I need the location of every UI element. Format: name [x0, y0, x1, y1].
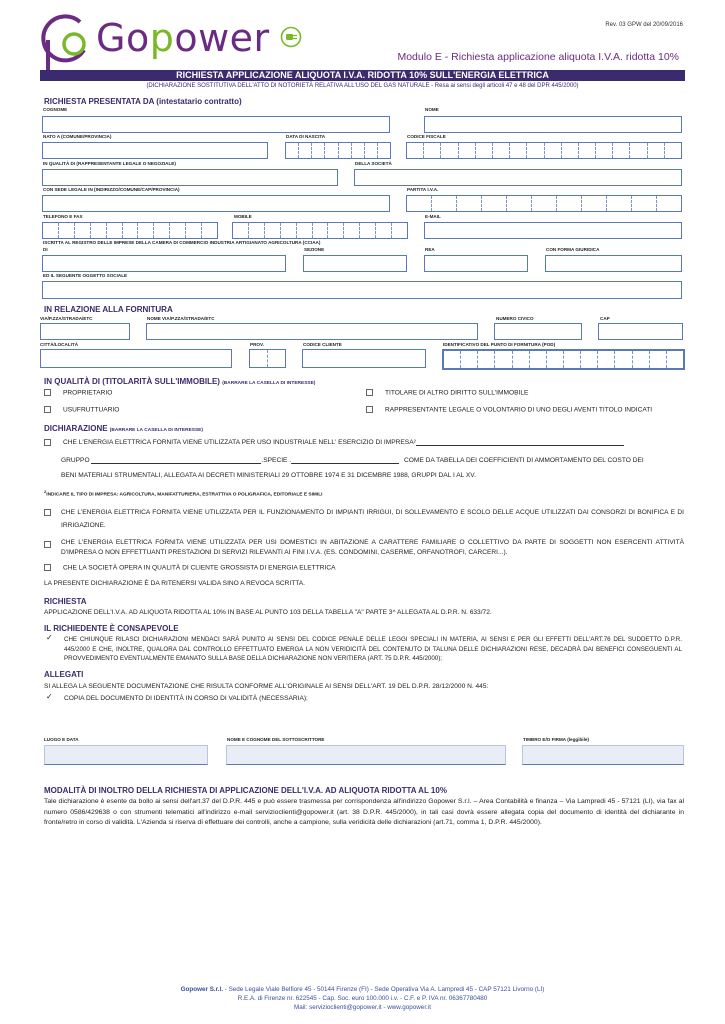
checkbox[interactable] [44, 406, 51, 413]
sede-legale-field[interactable] [42, 195, 390, 212]
richiesta-title: RICHIESTA [44, 597, 87, 606]
citta-field[interactable] [40, 349, 232, 368]
consapevole-title: IL RICHIEDENTE È CONSAPEVOLE [44, 624, 179, 633]
partita-iva-label: PARTITA I.V.A. [407, 187, 439, 192]
option-label: TITOLARE DI ALTRO DIRITTO SULL'IMMOBILE [385, 389, 529, 397]
declaration-item-irrigation[interactable] [44, 506, 684, 532]
partita-iva-field[interactable] [406, 195, 682, 212]
footnote-text: INDICARE IL TIPO DI IMPRESA: AGRICOLTURA, MANIFATTURIERA, ESTRATTIVA O POLIGRAFICA, EDITORIALE E SIMILI [46, 492, 323, 498]
modalita-text: Tale dichiarazione è esente da bollo ai sensi dell'art.37 del D.P.R. 445 e può essere trasmessa per corrispondenza all'indirizzo Gopower S.r.l. – Area Contabilità e finanza – Via Lampredi 45 - 57121 (LI), via fax al numero 0586/429638 o con strumenti telematici all'indirizzo e-mail servizioclienti@gopower.it (art. 38 D.P.R. 445/2000), in tali casi dovrà essere allegata copia del documento di identità del dichiarante in fronte/retro in corso di validità. L'Azienda si riserva di effettuare dei controlli, anche a campione, sulla veridicità delle dichiarazioni (art.71, comma 1, D.P.R. 445/2000). [44, 798, 684, 826]
beni-text: BENI MATERIALI STRUMENTALI, ALLEGATA AI DECRETI MINISTERIALI 29 OTTOBRE 1974 E 31 DICEMBRE 1988, GRUPPI DAL I AL XV. [61, 472, 476, 479]
footnote [44, 489, 323, 498]
civico-label: NUMERO CIVICO [496, 316, 534, 321]
declaration-item-wholesale[interactable] [44, 564, 335, 571]
iscritta-label: ISCRITTA AL REGISTRO DELLE IMPRESE DELLA CAMERA DI COMMERCIO INDUSTRIA ARTIGIANATO AGRICOLTURA (CCIAA) [43, 240, 321, 245]
cognome-field[interactable] [42, 116, 390, 133]
footer-address: - Sede Legale Viale Belfiore 45 - 50144 Firenze (FI) - Sede Operativa Via A. Lampredi 45 - CAP 57121 Livorno (LI) [223, 986, 545, 993]
footer-line-2: R.E.A. di Firenze nr. 622545 - Cap. Soc. euro 100.000 i.v. - C.F. e P. IVA nr. 06367780480 [237, 995, 488, 1002]
email-label: E-MAIL [425, 214, 441, 219]
sezione-label: SEZIONE [304, 247, 325, 252]
cap-label: CAP [600, 316, 610, 321]
email-field[interactable] [424, 222, 682, 239]
checkbox[interactable] [44, 439, 51, 446]
sottoscrittore-field[interactable] [226, 745, 506, 765]
cognome-label: COGNOME [43, 107, 68, 112]
civico-field[interactable] [494, 323, 582, 340]
sede-legale-label: CON SEDE LEGALE IN (INDIRIZZO/COMUNE/CAP/PROVINCIA) [43, 187, 180, 192]
telefono-label: TELEFONO E FAX [43, 214, 83, 219]
declaration-text: CHE LA SOCIETÀ OPERA IN QUALITÀ DI CLIENTE GROSSISTA DI ENERGIA ELETTRICA [63, 564, 336, 572]
gruppo-line [61, 456, 683, 464]
specie-label: .SPECIE . [261, 457, 292, 464]
di-label: DI [43, 247, 48, 252]
checkbox[interactable] [366, 406, 373, 413]
nome-label: NOME [425, 107, 439, 112]
via-label: VIA/P.ZZA/STRADA/ETC [40, 316, 93, 321]
logo-letter: wer [198, 16, 270, 60]
nato-a-label: NATO A (COMUNE/PROVINCIA) [43, 134, 112, 139]
footer-line-3: Mail: servizioclienti@gopower.it - www.gopower.it [294, 1004, 431, 1011]
citta-label: CITTÀ/LOCALITÀ [40, 342, 79, 347]
pod-field[interactable] [442, 349, 685, 370]
cap-field[interactable] [598, 323, 683, 340]
property-title-note: (BARRARE LA CASELLA DI INTERESSE) [222, 381, 316, 386]
modalita-title: MODALITÀ DI INOLTRO DELLA RICHIESTA DI APPLICAZIONE DELL'I.V.A. AD ALIQUOTA RIDOTTA AL 10% [44, 786, 447, 795]
section-title-property [44, 377, 315, 386]
rea-field[interactable] [424, 255, 528, 272]
logo [40, 10, 310, 72]
forma-giuridica-field[interactable] [545, 255, 682, 272]
mobile-label: MOBILE [234, 214, 252, 219]
codice-cliente-field[interactable] [302, 349, 426, 368]
main-title: RICHIESTA APPLICAZIONE ALIQUOTA I.V.A. RIDOTTA 10% SULL'ENERGIA ELETTRICA [40, 70, 685, 81]
logo-letter: p [149, 16, 175, 60]
nome-via-label: NOME VIA/P.ZZA/STRADA/ETC [147, 316, 215, 321]
via-field[interactable] [40, 323, 130, 340]
module-title: Modulo E - Richiesta applicazione aliquota I.V.A. ridotta 10% [397, 51, 679, 63]
oggetto-sociale-label: ED IL SEGUENTE OGGETTO SOCIALE [43, 273, 128, 278]
checkbox[interactable] [366, 389, 373, 396]
option-altro-diritto[interactable] [366, 389, 528, 396]
check-icon: ✓ [46, 692, 53, 701]
checkbox[interactable] [44, 564, 51, 571]
plug-icon [280, 26, 302, 48]
luogo-label: LUOGO E DATA [44, 737, 79, 742]
timbro-label: TIMBRO E/O FIRMA (leggibile) [523, 737, 589, 742]
declaration-text: CHE L'ENERGIA ELETTRICA FORNITA VIENE UTILIZZATA PER IL FUNZIONAMENTO DI IMPIANTI IRRIGUI, DI SOLLEVAMENTO E SCOLO DELLE ACQUE UTILIZZATI DAI CONSORZI DI BONIFICA E DI IRRIGAZIONE. [61, 509, 684, 529]
logo-letter: G [96, 16, 126, 60]
consapevole-text: CHE CHIUNQUE RILASCI DICHIARAZIONI MENDACI SARÀ PUNITO AI SENSI DEL CODICE PENALE DELLE LEGGI SPECIALI IN MATERIA, AI SENSI E PER GLI EFFETTI DELL'ART.76 DEL SUDDETTO D.P.R. 445/2000 E CHE, INOLTRE, QUALORA DAL CONTROLLO EFFETTUATO EMERGA LA NON VERIDICITÀ DEL CONTENUTO DI TALUNA DELLE DICHIARAZIONI RESE, DECADRÀ DAI BENEFICI CONSEGUENTI AL PROVVEDIMENTO EVENTUALMENTE EMANATO SULLA BASE DELLA DICHIARAZIONE NON VERITIERA (ART. 75 D.P.R. 445/2000); [64, 636, 682, 662]
nome-via-field[interactable] [146, 323, 478, 340]
gruppo-label: GRUPPO [61, 457, 90, 464]
gruppo-field[interactable] [91, 456, 261, 464]
prov-label: PROV. [250, 342, 264, 347]
checkbox[interactable] [44, 389, 51, 396]
mobile-field[interactable] [232, 222, 408, 239]
checkbox[interactable] [44, 509, 51, 516]
qualita-label: IN QUALITÀ DI (RAPPRESENTANTE LEGALE O NEGOZIALE) [43, 161, 176, 166]
declaration-text: CHE L'ENERGIA ELETTRICA FORNITA VIENE UTILIZZATA PER USI DOMESTICI IN ABITAZIONE A CARATTERE FAMILIARE O COLLETTIVO DA PARTE DI SOGGETTI NON ESERCENTI ATTIVITÀ D'IMPRESA O NON EFFETTUANTI PRESTAZIONI DI SERVIZI RILEVANTI AI FINI I.V.A. (ES. CONDOMINI, CASERME, ORFANOTROFI, CARCERI...). [61, 539, 684, 556]
prov-field[interactable] [249, 349, 286, 368]
section-supply-title: IN RELAZIONE ALLA FORNITURA [44, 305, 173, 314]
property-title-text: IN QUALITÀ DI (TITOLARITÀ SULL'IMMOBILE) [44, 377, 220, 386]
option-rappresentante[interactable] [366, 406, 652, 413]
cciaa-di-field[interactable] [42, 255, 286, 272]
specie-field[interactable] [291, 456, 399, 464]
declaration-title-text: DICHIARAZIONE [44, 424, 108, 433]
footer-company: Gopower S.r.l. [180, 986, 223, 993]
footnote-mark: 2 [44, 489, 47, 494]
telefono-field[interactable] [42, 222, 218, 239]
allegati-text: SI ALLEGA LA SEGUENTE DOCUMENTAZIONE CHE RISULTA CONFORME ALL'ORIGINALE AI SENSI DELL'ART. 19 DEL D.P.R. 28/12/2000 N. 445: [44, 683, 489, 690]
logo-letter: o [125, 16, 150, 60]
firma-field[interactable] [522, 745, 684, 765]
logo-wordmark [96, 16, 270, 60]
check-icon: ✓ [46, 633, 53, 642]
footer-line-1 [40, 985, 685, 994]
option-label: PROPRIETARIO [63, 389, 113, 397]
logo-mark-icon [40, 10, 100, 72]
declaration-item-industrial[interactable] [44, 438, 684, 446]
main-subtitle: (DICHIARAZIONE SOSTITUTIVA DELL'ATTO DI NOTORIETÀ RELATIVA ALL'USO DEL GAS NATURALE - Resa ai sensi degli articoli 47 e 48 del DPR 445/2000) [146, 83, 579, 89]
logo-letter: o [174, 16, 199, 60]
option-proprietario[interactable] [44, 389, 112, 396]
revision-label: Rev. 03 GPW del 20/09/2016 [605, 22, 683, 28]
declaration-title-note: (BARRARE LA CASELLA DI INTERESSE) [109, 428, 203, 433]
option-label: USUFRUTTUARIO [63, 406, 120, 414]
come-text: COME DA TABELLA DEI COEFFICIENTI DI AMMORTAMENTO DEL COSTO DEI [403, 457, 644, 464]
section-declaration-title [44, 424, 203, 433]
rea-label: REA [425, 247, 435, 252]
codice-cliente-label: CODICE CLIENTE [303, 342, 342, 347]
pod-label: IDENTIFICATIVO DEL PUNTO DI FORNITURA (POD) [443, 342, 556, 347]
codice-fiscale-field[interactable] [406, 142, 682, 159]
societa-field[interactable] [354, 169, 682, 186]
section-applicant-title: RICHIESTA PRESENTATA DA (intestatario contratto) [44, 97, 242, 106]
societa-label: DELLA SOCIETÀ [355, 161, 392, 166]
declaration-item-domestic[interactable] [44, 538, 684, 558]
nato-a-field[interactable] [42, 142, 268, 159]
declaration-text: CHE L'ENERGIA ELETTRICA FORNITA VIENE UTILIZZATA PER USO INDUSTRIALE NELL' ESERCIZIO DI IMPRESA² [63, 439, 416, 446]
checkbox[interactable] [44, 541, 51, 548]
validity-text: LA PRESENTE DICHIARAZIONE È DA RITENERSI VALIDA SINO A REVOCA SCRITTA. [44, 580, 306, 587]
option-usufruttuario[interactable] [44, 406, 119, 413]
sezione-field[interactable] [303, 255, 407, 272]
oggetto-sociale-field[interactable] [42, 281, 682, 299]
nome-field[interactable] [424, 116, 682, 133]
allegati-title: ALLEGATI [44, 670, 84, 679]
footer [40, 985, 685, 1012]
allegati-item: COPIA DEL DOCUMENTO DI IDENTITÀ IN CORSO DI VALIDITÀ (NECESSARIA); [64, 695, 308, 702]
luogo-field[interactable] [44, 745, 208, 765]
richiesta-text: APPLICAZIONE DELL'I.V.A. AD ALIQUOTA RIDOTTA AL 10% IN BASE AL PUNTO 103 DELLA TABELLA "A" PARTE 3^ ALLEGATA AL D.P.R. N. 633/72. [44, 609, 492, 616]
forma-giuridica-label: CON FORMA GIURIDICA [546, 247, 600, 252]
option-label: RAPPRESENTANTE LEGALE O VOLONTARIO DI UNO DEGLI AVENTI TITOLO INDICATI [385, 406, 653, 414]
sottoscrittore-label: NOME E COGNOME DEL SOTTOSCRITTORE [227, 737, 325, 742]
codice-fiscale-label: CODICE FISCALE [407, 134, 446, 139]
data-nascita-field[interactable] [285, 142, 391, 159]
data-nascita-label: DATA DI NASCITA [286, 134, 326, 139]
qualita-field[interactable] [42, 169, 338, 186]
